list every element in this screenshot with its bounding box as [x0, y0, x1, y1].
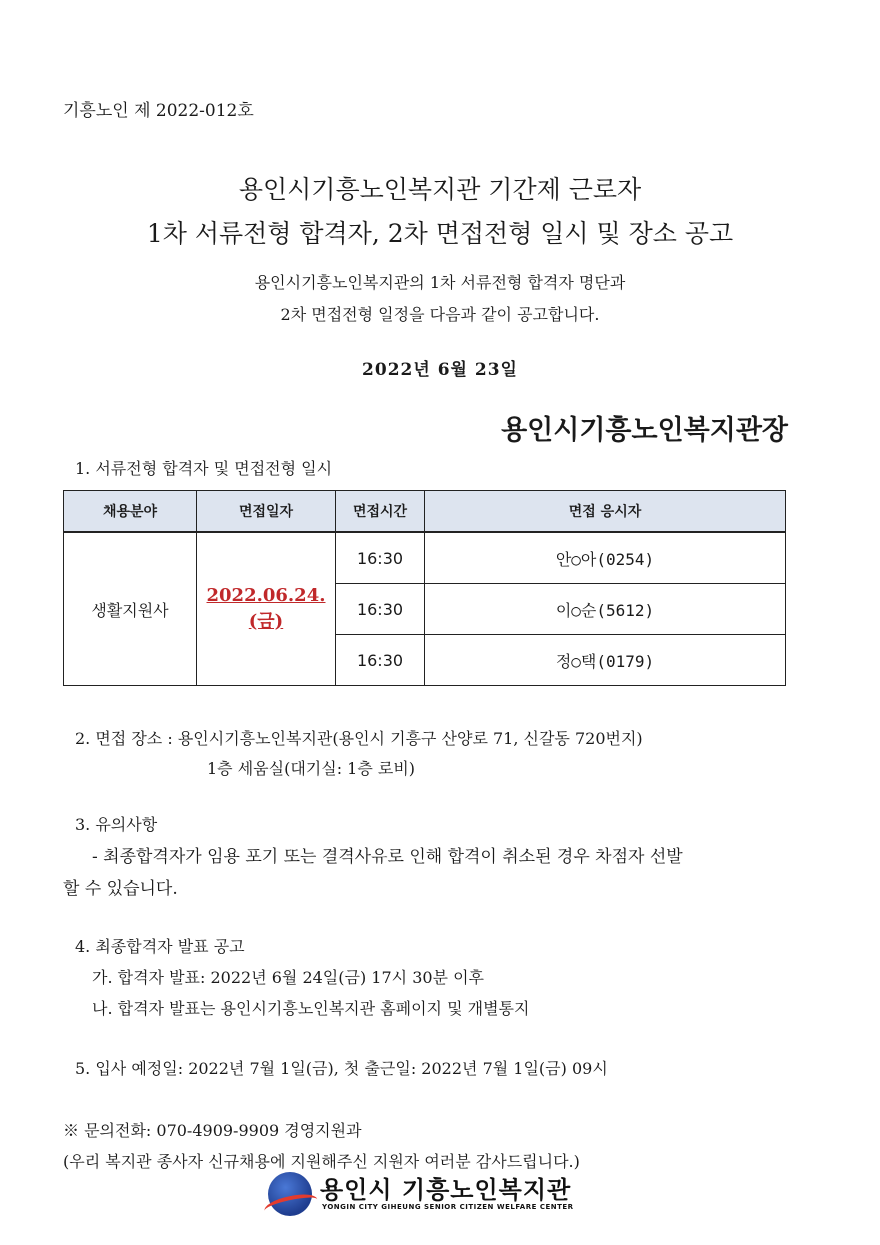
- section-2-location: 2. 면접 장소 : 용인시기흥노인복지관(용인시 기흥구 산양로 71, 신갈동 720번지): [75, 729, 643, 748]
- document-number: 기흥노인 제 2022-012호: [63, 101, 254, 121]
- section-3-title: 3. 유의사항: [75, 815, 158, 834]
- title-line-1: 용인시기흥노인복지관 기간제 근로자: [238, 175, 642, 204]
- section-1-title: 1. 서류전형 합격자 및 면접전형 일시: [75, 459, 333, 478]
- intro-line-1: 용인시기흥노인복지관의 1차 서류전형 합격자 명단과: [254, 273, 626, 292]
- header-time: 면접시간: [336, 491, 425, 533]
- thanks-note: (우리 복지관 종사자 신규채용에 지원해주신 지원자 여러분 감사드립니다.): [63, 1152, 580, 1171]
- applicant-cell: 정○택(0179): [425, 635, 786, 686]
- section-5-start-date: 5. 입사 예정일: 2022년 7월 1일(금), 첫 출근일: 2022년 7월 1일(금) 09시: [75, 1059, 608, 1078]
- section-3-note-line-1: - 최종합격자가 임용 포기 또는 결격사유로 인해 합격이 취소된 경우 차점자 선발: [92, 847, 683, 867]
- section-4-item-2: 나. 합격자 발표는 용인시기흥노인복지관 홈페이지 및 개별통지: [92, 999, 530, 1018]
- issuer-signature: 용인시기흥노인복지관장: [501, 415, 788, 446]
- interview-schedule-table: [63, 490, 786, 686]
- time-cell: 16:30: [336, 532, 425, 584]
- contact-info: ※ 문의전화: 070-4909-9909 경영지원과: [63, 1121, 362, 1140]
- section-4-title: 4. 최종합격자 발표 공고: [75, 937, 245, 956]
- title-line-2: 1차 서류전형 합격자, 2차 면접전형 일시 및 장소 공고: [146, 219, 734, 248]
- header-date: 면접일자: [197, 491, 336, 533]
- section-3-note-line-2: 할 수 있습니다.: [63, 879, 178, 899]
- header-applicant: 면접 응시자: [425, 491, 786, 533]
- applicant-cell: 이○순(5612): [425, 584, 786, 635]
- time-cell: 16:30: [336, 584, 425, 635]
- header-field: 채용분야: [64, 491, 197, 533]
- time-cell: 16:30: [336, 635, 425, 686]
- intro-line-2: 2차 면접전형 일정을 다음과 같이 공고합니다.: [280, 305, 600, 324]
- logo-subtitle: YONGIN CITY GIHEUNG SENIOR CITIZEN WELFARE CENTER: [322, 1203, 574, 1211]
- announcement-date: 2022년 6월 23일: [362, 360, 518, 380]
- logo-name: 용인시 기흥노인복지관: [320, 1176, 572, 1204]
- interview-weekday: (금): [248, 611, 284, 632]
- section-2-room: 1층 세움실(대기실: 1층 로비): [207, 759, 416, 778]
- section-4-item-1: 가. 합격자 발표: 2022년 6월 24일(금) 17시 30분 이후: [92, 968, 485, 987]
- applicant-cell: 안○아(0254): [425, 532, 786, 584]
- table-row: [64, 532, 786, 584]
- field-cell: 생활지원사: [64, 532, 197, 686]
- interview-date-cell: [197, 532, 336, 686]
- table-header-row: [64, 491, 786, 533]
- welfare-center-logo: [268, 1170, 574, 1220]
- interview-date: 2022.06.24.: [206, 585, 326, 606]
